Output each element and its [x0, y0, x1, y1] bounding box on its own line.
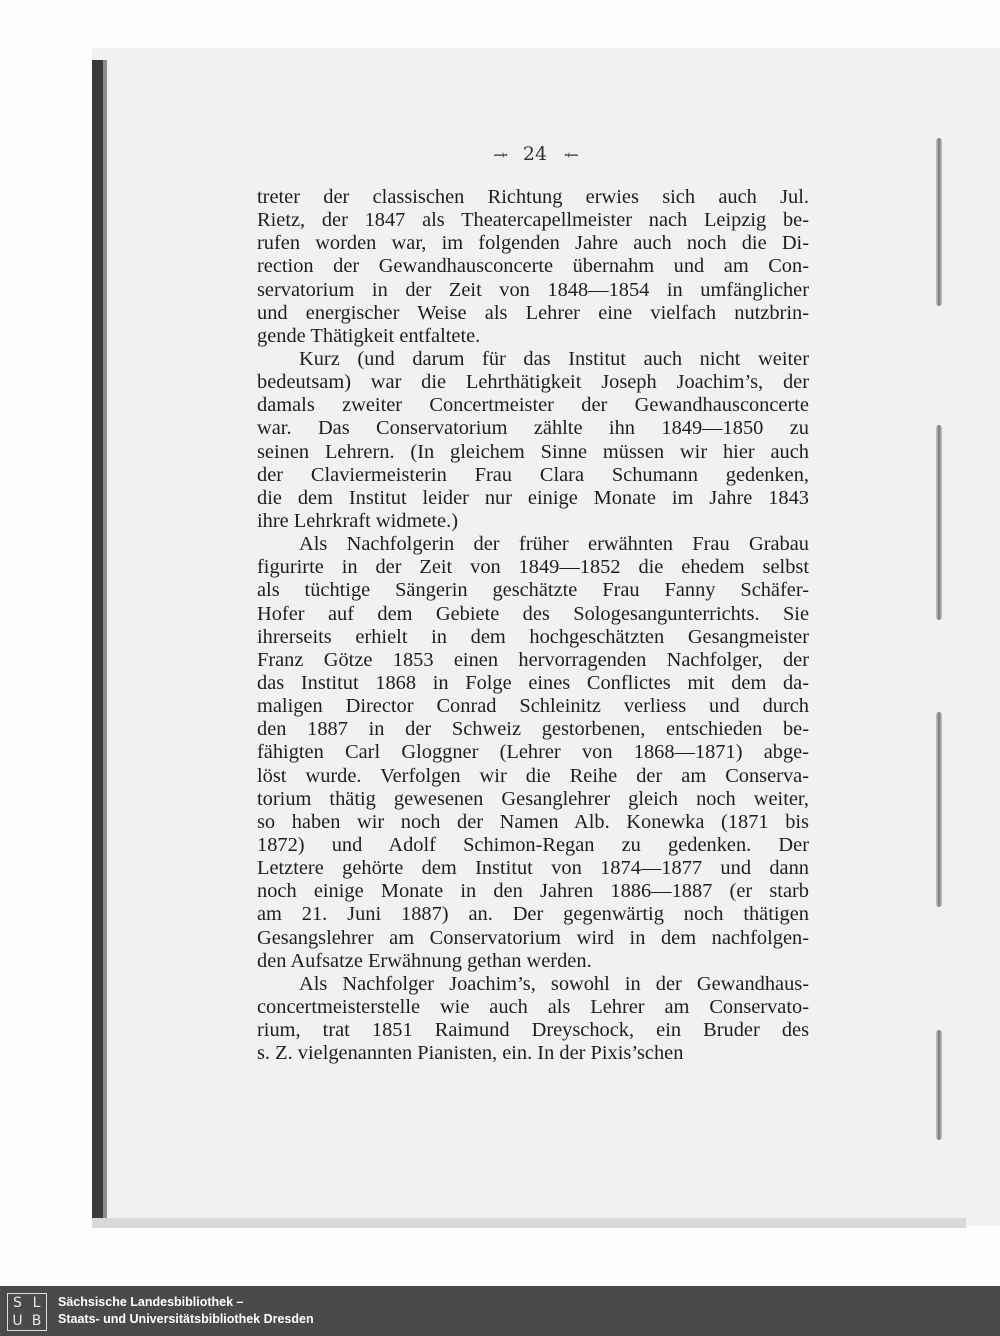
- text-line: ihre Lehrkraft widmete.): [257, 509, 458, 532]
- text-line: noch einige Monate in den Jahren 1886—1887 (er starb: [257, 880, 809, 903]
- text-line: Hofer auf dem Gebiete des Sologesangunterrichts. Sie: [257, 602, 809, 625]
- text-line: Als Nachfolgerin der früher erwähnten Frau Grabau: [299, 533, 809, 556]
- binding-stitch-2: [936, 425, 942, 620]
- text-line: Gesangslehrer am Conservatorium wird in dem nachfolgen-: [257, 926, 809, 949]
- page-header: [470, 143, 600, 165]
- binding-stitch-3: [936, 712, 942, 907]
- book-spine-edge: [92, 60, 103, 1222]
- library-footer-bar: [0, 1286, 1000, 1336]
- slub-logo: [7, 1293, 47, 1331]
- logo-letter: S: [13, 1295, 22, 1311]
- text-line: der Claviermeisterin Frau Clara Schumann gedenken,: [257, 463, 809, 486]
- text-line: s. Z. vielgenannten Pianisten, ein. In der Pixis’schen: [257, 1042, 684, 1065]
- library-name-line2: Staats- und Universitätsbibliothek Dresden: [58, 1312, 314, 1326]
- text-line: ihrerseits erhielt in dem hochgeschätzten Gesangmeister: [257, 625, 809, 648]
- logo-letter: B: [31, 1313, 42, 1329]
- logo-letter: L: [32, 1295, 41, 1311]
- ornament-left-icon: →⋅: [493, 146, 507, 164]
- text-line: den Aufsatze Erwähnung gethan werden.: [257, 949, 592, 972]
- library-name-line1: Sächsische Landesbibliothek –: [58, 1295, 244, 1309]
- text-line: rection der Gewandhausconcerte übernahm und am Con-: [257, 255, 809, 278]
- text-line: das Institut 1868 in Folge eines Conflictes mit dem da-: [257, 671, 809, 694]
- text-line: 1872) und Adolf Schimon-Regan zu gedenken. Der: [257, 833, 809, 856]
- text-line: löst wurde. Verfolgen wir die Reihe der am Conserva-: [257, 764, 809, 787]
- text-line: concertmeisterstelle wie auch als Lehrer am Conservato-: [257, 995, 809, 1018]
- text-line: Letztere gehörte dem Institut von 1874—1877 und dann: [257, 857, 809, 880]
- text-line: als tüchtige Sängerin geschätzte Frau Fanny Schäfer-: [257, 579, 809, 602]
- body-text: [257, 186, 809, 1065]
- text-line: Als Nachfolger Joachim’s, sowohl in der Gewandhaus-: [299, 972, 809, 995]
- text-line: Kurz (und darum für das Institut auch nicht weiter: [299, 347, 809, 370]
- text-line: fähigten Carl Gloggner (Lehrer von 1868—1871) abge-: [257, 741, 809, 764]
- text-line: Franz Götze 1853 einen hervorragenden Nachfolger, der: [257, 648, 809, 671]
- text-line: rium, trat 1851 Raimund Dreyschock, ein Bruder des: [257, 1019, 809, 1042]
- page-bottom-edge: [92, 1218, 966, 1228]
- logo-letter: U: [12, 1313, 23, 1329]
- text-line: so haben wir noch der Namen Alb. Konewka (1871 bis: [257, 810, 809, 833]
- text-line: und energischer Weise als Lehrer eine vielfach nutzbrin-: [257, 301, 809, 324]
- text-line: figurirte in der Zeit von 1849—1852 die ehedem selbst: [257, 556, 809, 579]
- ornament-right-icon: ⋅←: [563, 146, 577, 164]
- text-line: maligen Director Conrad Schleinitz verliess und durch: [257, 695, 809, 718]
- text-line: seinen Lehrern. (In gleichem Sinne müssen wir hier auch: [257, 440, 809, 463]
- text-line: bedeutsam) war die Lehrthätigkeit Joseph Joachim’s, der: [257, 371, 809, 394]
- text-line: treter der classischen Richtung erwies sich auch Jul.: [257, 186, 809, 208]
- text-line: rufen worden war, im folgenden Jahre auch noch die Di-: [257, 232, 809, 255]
- text-line: Rietz, der 1847 als Theatercapellmeister nach Leipzig be-: [257, 209, 809, 232]
- binding-stitch-1: [936, 138, 942, 306]
- text-line: torium thätig gewesenen Gesanglehrer gleich noch weiter,: [257, 787, 809, 810]
- text-line: gende Thätigkeit entfaltete.: [257, 324, 481, 347]
- page-number: 24: [522, 143, 548, 165]
- text-line: damals zweiter Concertmeister der Gewandhausconcerte: [257, 394, 809, 417]
- text-line: die dem Institut leider nur einige Monate im Jahre 1843: [257, 486, 809, 509]
- library-name: [58, 1294, 314, 1328]
- text-line: den 1887 in der Schweiz gestorbenen, entschieden be-: [257, 718, 809, 741]
- book-spine-shadow: [103, 60, 107, 1222]
- text-line: servatorium in der Zeit von 1848—1854 in umfänglicher: [257, 278, 809, 301]
- text-line: am 21. Juni 1887) an. Der gegenwärtig noch thätigen: [257, 903, 809, 926]
- binding-stitch-4: [936, 1030, 942, 1140]
- text-line: war. Das Conservatorium zählte ihn 1849—1850 zu: [257, 417, 809, 440]
